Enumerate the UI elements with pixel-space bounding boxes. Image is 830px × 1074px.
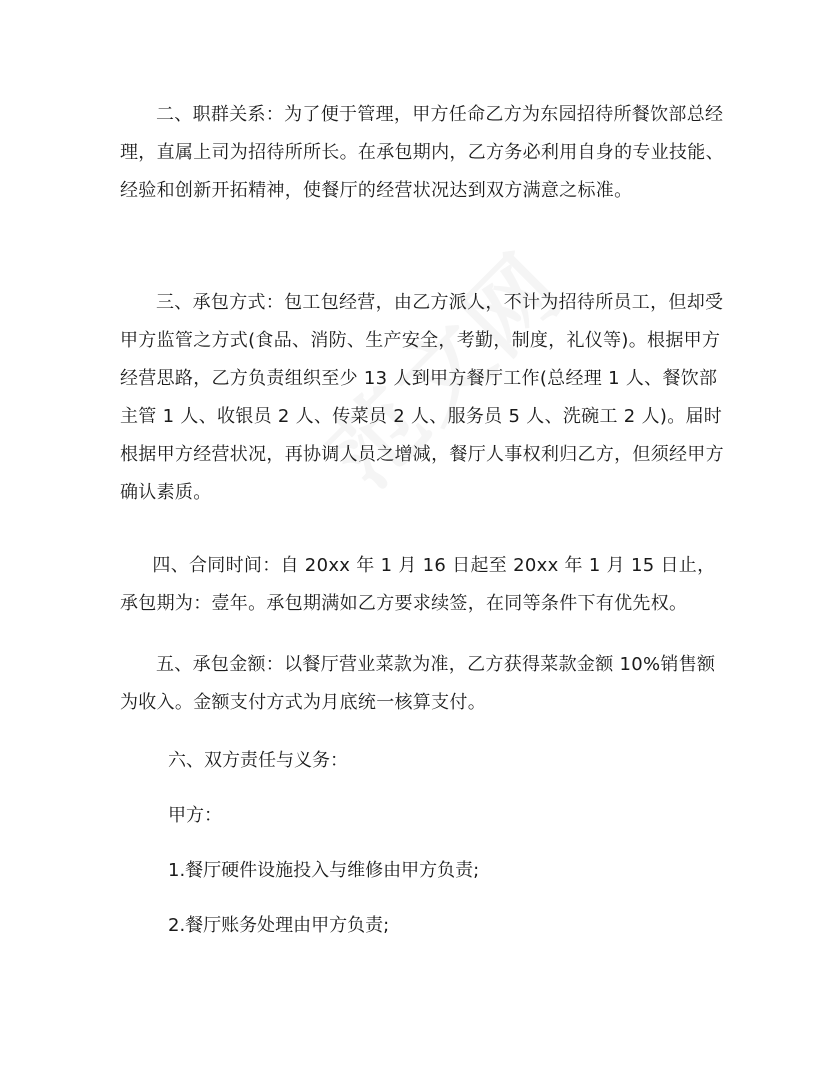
list-item: 2.餐厅账务处理由甲方负责; (168, 915, 390, 936)
paragraph-contract-period: 四、合同时间：自 20xx 年 1 月 16 日起至 20xx 年 1 月 15 日止，承包期为：壹年。承包期满如乙方要求续签，在同等条件下有优先权。 (120, 555, 716, 614)
paragraph-contract-method: 三、承包方式：包工包经营，由乙方派人，不计为招待所员工，但却受甲方监管之方式(食品、消防、生产安全，考勤，制度，礼仪等)。根据甲方经营思路，乙方负责组织至少 13 人到甲方餐厅工作(总经理 1 人、餐饮部主管 1 人、收银员 2 人、传菜员 2 人、服务员 5 人、洗碗工 2 人)。届时根据甲方经营状况，再协调人员之增减，餐厅人事权利归乙方，但须经甲方确认素质。 (120, 292, 724, 503)
paragraph-contract-amount: 五、承包金额：以餐厅营业菜款为准，乙方获得菜款金额 10%销售额为收入。金额支付方式为月底统一核算支付。 (120, 654, 716, 713)
list-item: 1.餐厅硬件设施投入与维修由甲方负责; (168, 860, 480, 881)
party-a-label: 甲方： (168, 805, 222, 826)
paragraph-job-relationship: 二、职群关系：为了便于管理，甲方任命乙方为东园招待所餐饮部总经理，直属上司为招待所所长。在承包期内，乙方务必利用自身的专业技能、经验和创新开拓精神，使餐厅的经营状况达到双方满意之标准。 (120, 104, 724, 201)
section-heading-responsibilities: 六、双方责任与义务： (168, 750, 348, 771)
